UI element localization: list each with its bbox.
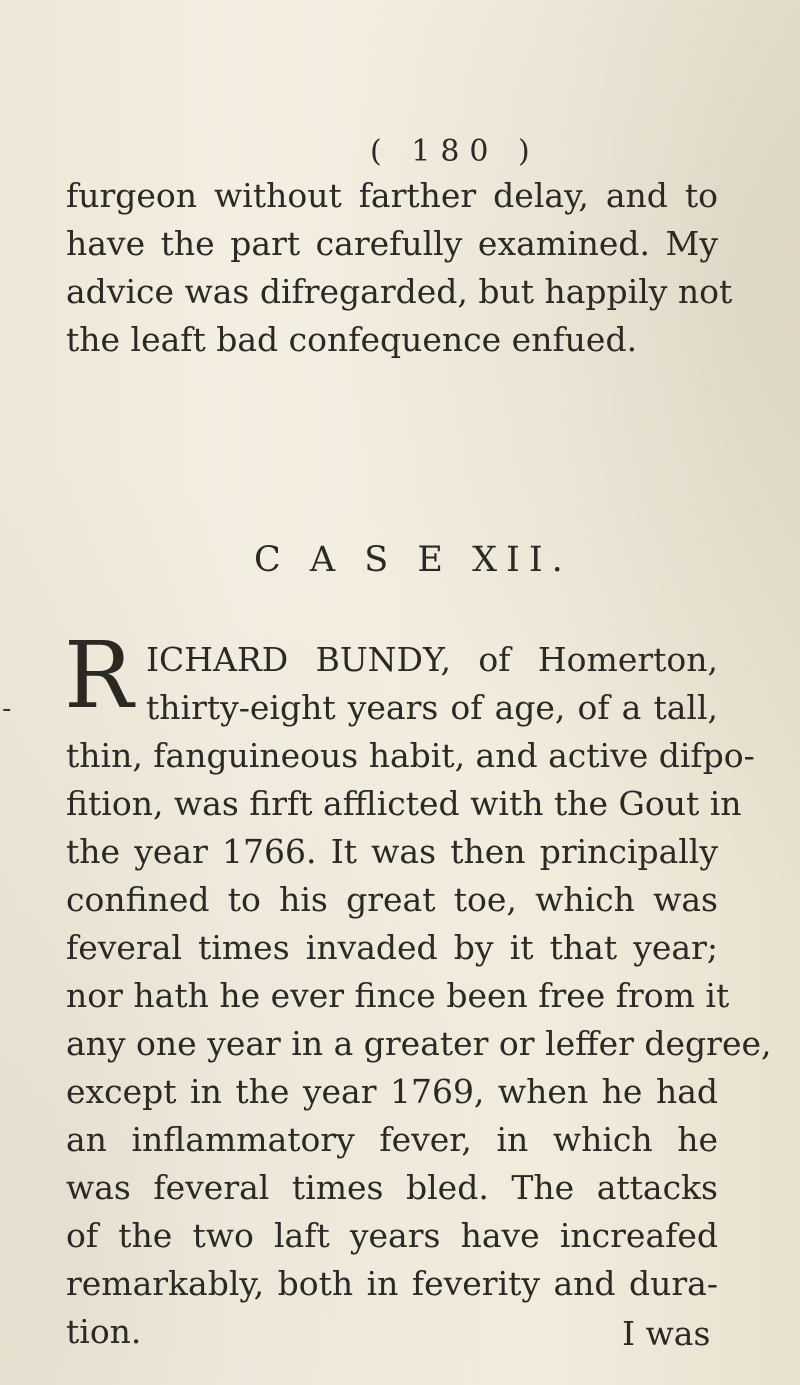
text-line: except in the year 1769, when he had [66,1072,718,1111]
text-line: confined to his great toe, which was [66,880,718,919]
text-line: furgeon without farther delay, and to [66,176,718,215]
text-line: advice was difregarded, but happily not [66,272,733,311]
text-line: nor hath he ever fince been free from it [66,976,730,1015]
text-line: tion. [66,1312,142,1351]
text-line: an inflammatory fever, in which he [66,1120,718,1159]
text-line: of the two laft years have increafed [66,1216,718,1255]
page-number: ( 180 ) [370,134,540,169]
text-line: the leaft bad confequence enfued. [66,320,638,359]
text-line: feveral times invaded by it that year; [66,928,718,967]
text-line: ICHARD BUNDY, of Homerton, [146,640,718,679]
text-line: thirty-eight years of age, of a tall, [146,688,718,727]
text-line: was feveral times bled. The attacks [66,1168,718,1207]
catchword: I was [622,1314,711,1353]
case-heading: C A S E XII. [254,540,572,580]
text-line: fition, was firft afflicted with the Gout in [66,784,742,823]
text-line: have the part carefully examined. My [66,224,718,263]
drop-cap: R [64,622,134,729]
text-line: thin, fanguineous habit, and active difpo- [66,736,755,775]
text-line: remarkably, both in feverity and dura- [66,1264,718,1303]
text-line: the year 1766. It was then principally [66,832,718,871]
margin-mark: - [2,694,12,724]
text-line: any one year in a greater or leffer degree, [66,1024,772,1063]
